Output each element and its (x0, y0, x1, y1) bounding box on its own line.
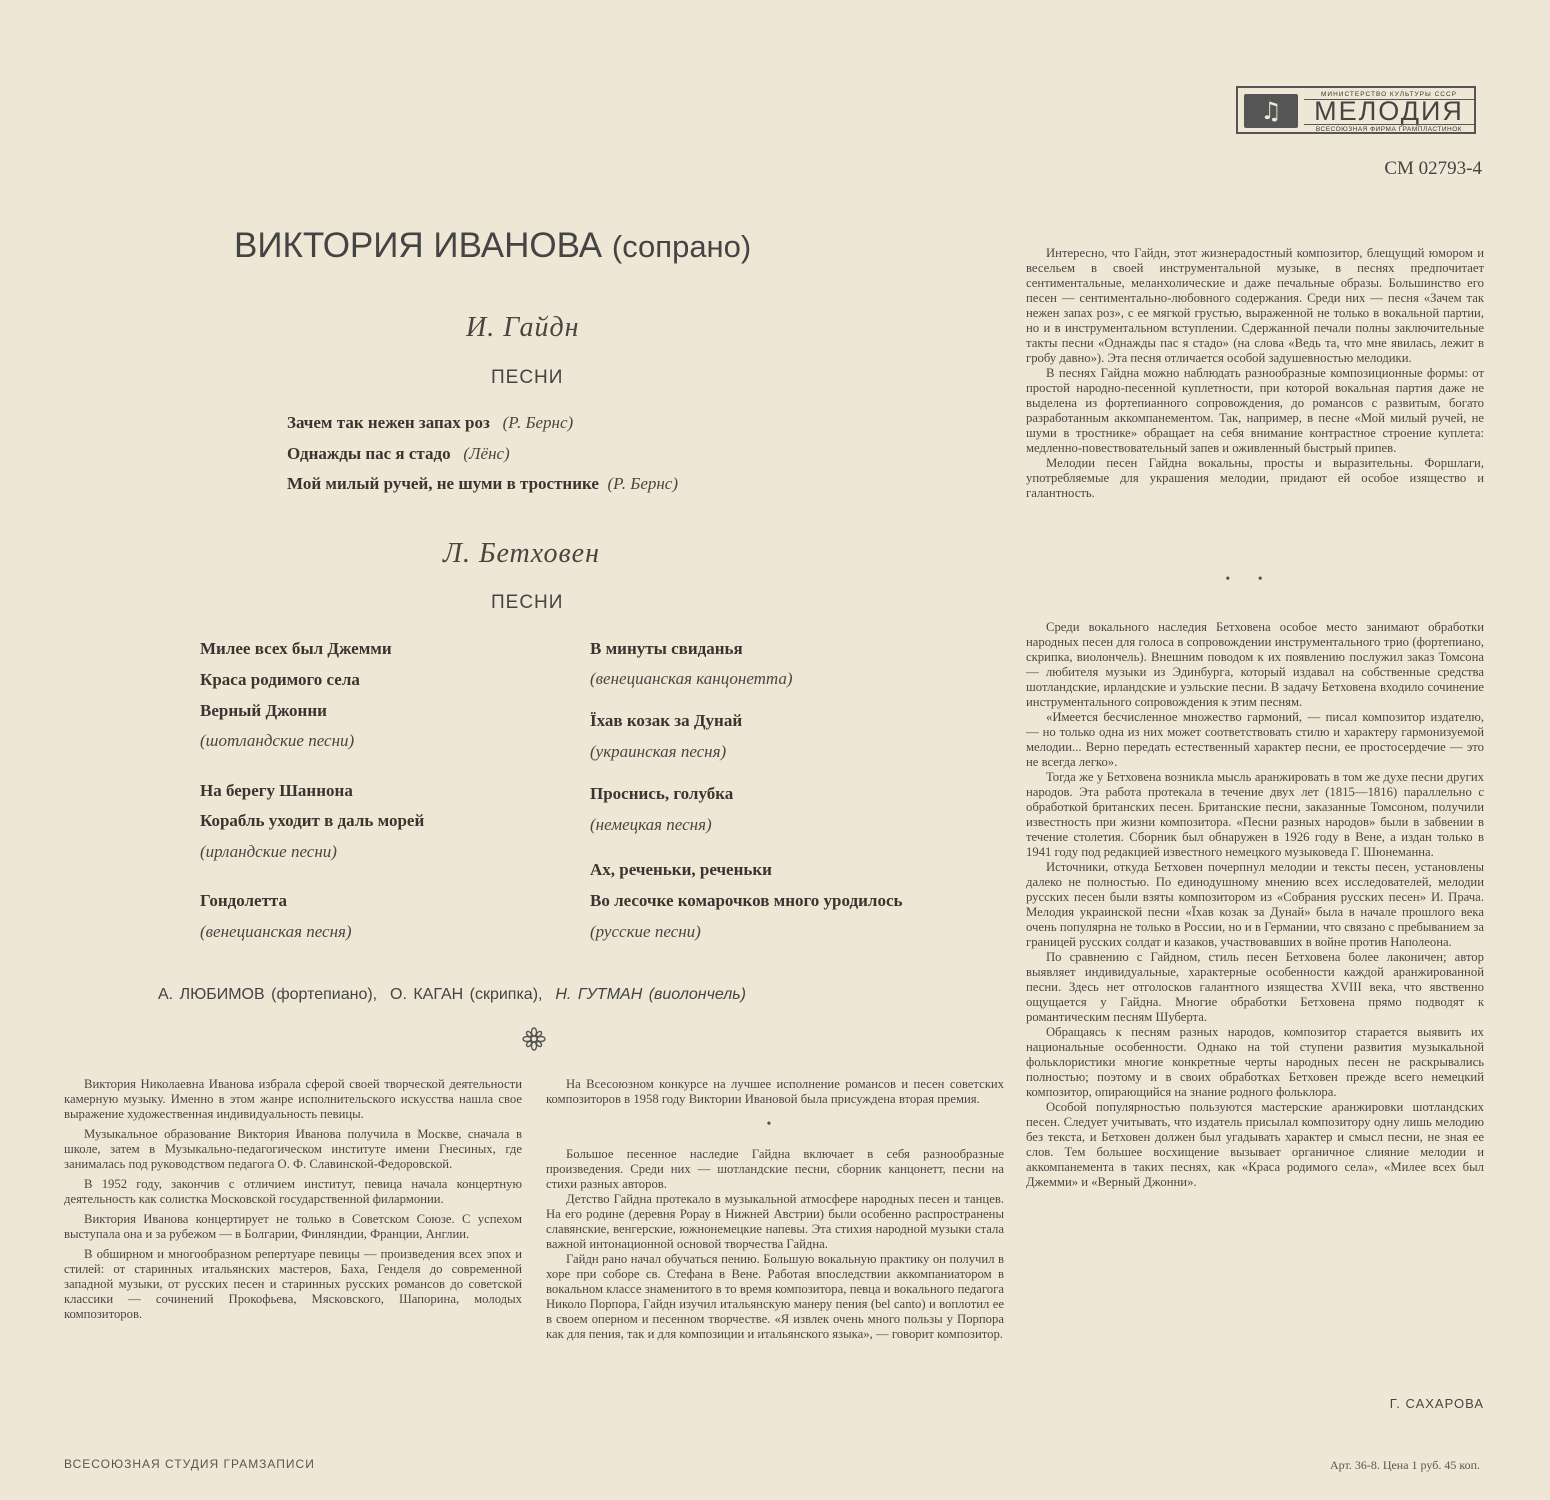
bio-paragraph: Виктория Николаевна Иванова избрала сферой своей творческой деятельности камерную музыку. Именно в этом жанре исполнительского искусства нашла свое выражение художественная индивидуальность певицы. (64, 1077, 522, 1121)
song-item: Верный Джонни (200, 701, 327, 720)
melodiya-mark-icon: ♫ (1244, 94, 1298, 128)
essay-right-top (1026, 246, 1484, 501)
song-item: Ах, реченьки, реченьки (590, 860, 772, 879)
song-group-note: (украинская песня) (590, 742, 727, 761)
song-item: Корабль уходит в даль морей (200, 811, 425, 830)
song-item: Зачем так нежен запах роз (Р. Бернс) (287, 413, 574, 432)
section-haydn-songs: ПЕСНИ (491, 367, 564, 388)
song-item: В минуты свиданья (590, 639, 743, 658)
bio-paragraph: В обширном и многообразном репертуаре певицы — произведения всех эпох и стилей: от старинных итальянских мастеров, Баха, Генделя до современной западной музыки, от русских песен и старинных русских романсов до советской классики — сочинений Прокофьева, Мясковского, Шапорина, молодых композиторов. (64, 1247, 522, 1321)
performers-line: А. ЛЮБИМОВ (фортепиано), О. КАГАН (скрипка), Н. ГУТМАН (виолончель) (158, 986, 746, 1003)
melodiya-logo (1236, 86, 1476, 134)
song-group-note: (русские песни) (590, 922, 701, 941)
song-group-note: (шотландские песни) (200, 731, 355, 750)
composer-beethoven: Л. Бетховен (443, 538, 600, 569)
song-group-note: (немецкая песня) (590, 815, 712, 834)
song-item: Милее всех был Джемми (200, 639, 392, 658)
song-item: На берегу Шаннона (200, 781, 353, 800)
song-item: Во лесочке комарочков много уродилось (590, 891, 903, 910)
song-item: Однажды пас я стадо (Лёнс) (287, 444, 510, 463)
artist-title (234, 226, 751, 266)
essay-paragraph: Мелодии песен Гайдна вокальны, просты и выразительны. Форшлаги, употребляемые для украшения мелодии, придают ей особое изящество и галантность. (1026, 456, 1484, 500)
studio-name: ВСЕСОЮЗНАЯ СТУДИЯ ГРАМЗАПИСИ (64, 1457, 315, 1471)
logo-ministry: МИНИСТЕРСТВО КУЛЬТУРЫ СССР (1304, 90, 1474, 100)
artist-voice: (сопрано) (611, 229, 752, 264)
performer-cellist: Н. ГУТМАН (555, 986, 643, 1003)
logo-name: МЕЛОДИЯ (1314, 96, 1464, 126)
essay-paragraph: Гайдн рано начал обучаться пению. Большую вокальную практику он получил в хоре при соборе св. Стефана в Вене. Работая впоследствии аккомпаниатором в вокальном классе знаменитого в то время композитора, певца и вокального педагога Николо Порпора, Гайдн изучил итальянскую манеру пения (bel canto) и воплотил ее в своем оперном и песенном творчестве. «Я извлек очень много пользы у Порпора как для пения, так и для композиции и итальянского языка», — говорит композитор. (546, 1252, 1004, 1341)
song-item: Мой милый ручей, не шуми в тростнике (Р. Бернс) (287, 474, 679, 493)
performer-pianist: А. ЛЮБИМОВ (158, 986, 265, 1003)
bio-paragraph: Музыкальное образование Виктория Иванова получила в Москве, сначала в школе, затем в Музыкально-педагогическом институте имени Гнесиных, где занималась под руководством педагога О. Ф. Славинской-Федоровской. (64, 1127, 522, 1171)
bio-middle-column (546, 1077, 1004, 1342)
song-item: Краса родимого села (200, 670, 360, 689)
section-beethoven-songs: ПЕСНИ (491, 592, 564, 613)
essay-paragraph: Детство Гайдна протекало в музыкальной атмосфере народных песен и танцев. На его родине (деревня Рорау в Нижней Австрии) были особенно распространены славянские, венгерские, южнонемецкие напевы. Эта стихия народной музыки стала важной интонационной основой творчества Гайдна. (546, 1192, 1004, 1251)
artist-name: ВИКТОРИЯ ИВАНОВА (234, 226, 603, 265)
essay-paragraph: По сравнению с Гайдном, стиль песен Бетховена более лаконичен; автор выявляет индивидуальные, характерные особенности каждой аранжированной песни. Здесь нет отголосков галантного изящества XVIII века, что явственно ощущается у Гайдна. Многие обработки Бетховена прямо подводят к романтическим песням Шуберта. (1026, 950, 1484, 1024)
essay-paragraph: В песнях Гайдна можно наблюдать разнообразные композиционные формы: от простой народно-песенной куплетности, при которой вокальная партия даже не выделена из фортепианного сопровождения, до романсов с развитым, богато разработанным аккомпанементом. Так, например, в песне «Мой милый ручей, не шуми в тростнике» обращает на себя внимание контрастное строение куплета: медленно-повествовательный запев и оживленный быстрый припев. (1026, 366, 1484, 455)
bio-paragraph: В 1952 году, закончив с отличием институт, певица начала концертную деятельность как солистка Московской государственной филармонии. (64, 1177, 522, 1206)
bio-left-column (64, 1077, 522, 1322)
song-item: Гондолетта (200, 891, 287, 910)
essay-paragraph: Обращаясь к песням разных народов, композитор старается выявить их национальные особенности. Однако на той ступени развития музыкальной фольклористики многие конкретные черты народных песен не раскрывались полностью; поэтому и в своих обработках Бетховен прежде всего немецкий композитор, опирающийся на знание родного фольклора. (1026, 1025, 1484, 1099)
catalog-number: СМ 02793-4 (1384, 158, 1482, 179)
essay-paragraph: Источники, откуда Бетховен почерпнул мелодии и тексты песен, установлены далеко не полностью. По единодушному мнению всех исследователей, мелодии русских песен были взяты композитором из «Собрания русских песен» И. Прача. Мелодия украинской песни «Їхав козак за Дунай» была в начале прошлого века очень популярна не только в России, но и в Германии, что связано с пребыванием за границей русских солдат и казаков, участвовавших в войне против Наполеона. (1026, 860, 1484, 949)
ornament-icon (521, 1026, 547, 1052)
song-item: Їхав козак за Дунай (590, 711, 743, 730)
author-signature: Г. САХАРОВА (1389, 1396, 1484, 1411)
separator-dots: • • (1225, 572, 1275, 587)
essay-right-bottom (1026, 620, 1484, 1190)
essay-paragraph: Особой популярностью пользуются мастерские аранжировки шотландских песен. Следует учитывать, что издатель присылал композитору одну лишь мелодию без текста, и Бетховен должен был угадывать характер и смысл песни, не зная ее слов. Тем большее восхищение вызывает органичное слияние мелодии и аккомпанемента в таких песнях, как «Краса родимого села», «Милее всех был Джемми» и «Верный Джонни». (1026, 1100, 1484, 1189)
price-line: Арт. 36-8. Цена 1 руб. 45 коп. (1329, 1458, 1480, 1472)
song-group-note: (ирландские песни) (200, 842, 337, 861)
performer-violinist: О. КАГАН (390, 986, 464, 1003)
essay-paragraph: Среди вокального наследия Бетховена особое место занимают обработки народных песен для голоса в сопровождении инструментального трио (фортепиано, скрипка, виолончель). Внешним поводом к их появлению послужил заказ Томсона — любителя музыки из Эдинбурга, который издавал на собственные средства шотландские, ирландские и уэльские песни. В задачу Бетховена входило сочинение инструментального сопровождения к этим песням. (1026, 620, 1484, 709)
bio-paragraph: На Всесоюзном конкурсе на лучшее исполнение романсов и песен советских композиторов в 1958 году Виктории Ивановой была присуждена вторая премия. (546, 1077, 1004, 1106)
logo-firm: ВСЕСОЮЗНАЯ ФИРМА ГРАМПЛАСТИНОК (1304, 124, 1474, 134)
song-group-note: (венецианская песня) (200, 922, 352, 941)
song-group-note: (венецианская канцонетта) (590, 669, 793, 688)
essay-paragraph: Интересно, что Гайдн, этот жизнерадостный композитор, блещущий юмором и весельем в своей инструментальной музыке, в песнях предпочитает сентиментальные, меланхолические и даже печальные образы. Большинство его песен — сентиментально-любовного содержания. Среди них — песня «Зачем так нежен запах роз», с ее мягкой грустью, выраженной не только в вокальной партии, но и в инструментальном вступлении. Сдержанной печали полны заключительные такты песни «Однажды пас я стадо» (на слова «Ведь та, что мне явилась, лежит в гробу давно»). Эта песня отличается особой задушевностью мелодики. (1026, 246, 1484, 365)
essay-paragraph: Большое песенное наследие Гайдна включает в себя разнообразные произведения. Среди них — шотландские песни, сборник канцонетт, песни на стихи разных авторов. (546, 1147, 1004, 1191)
composer-haydn: И. Гайдн (466, 312, 580, 343)
essay-paragraph: «Имеется бесчисленное множество гармоний, — писал композитор издателю, — но только одна из них может соответствовать стилю и характеру гармонизуемой мелодии... Верно передать естественный характер песни, ее простосердечие — это не всегда легко». (1026, 710, 1484, 769)
bio-paragraph: Виктория Иванова концертирует не только в Советском Союзе. С успехом выступала она и за рубежом — в Болгарии, Финляндии, Франции, Англии. (64, 1212, 522, 1241)
song-item: Проснись, голубка (590, 784, 734, 803)
essay-paragraph: Тогда же у Бетховена возникла мысль аранжировать в том же духе песни других народов. Эта работа протекала в течение двух лет (1815—1816) параллельно с обработкой британских песен. Британские песни, заказанные Томсоном, получили известность при жизни композитора. «Песни разных народов» были в забвении в течение столетия. Сборник был обнаружен в 1926 году в Вене, а издан только в 1941 году под редакцией известного немецкого музыковеда Г. Шюнеманна. (1026, 770, 1484, 859)
separator-dots: • (766, 1117, 784, 1132)
